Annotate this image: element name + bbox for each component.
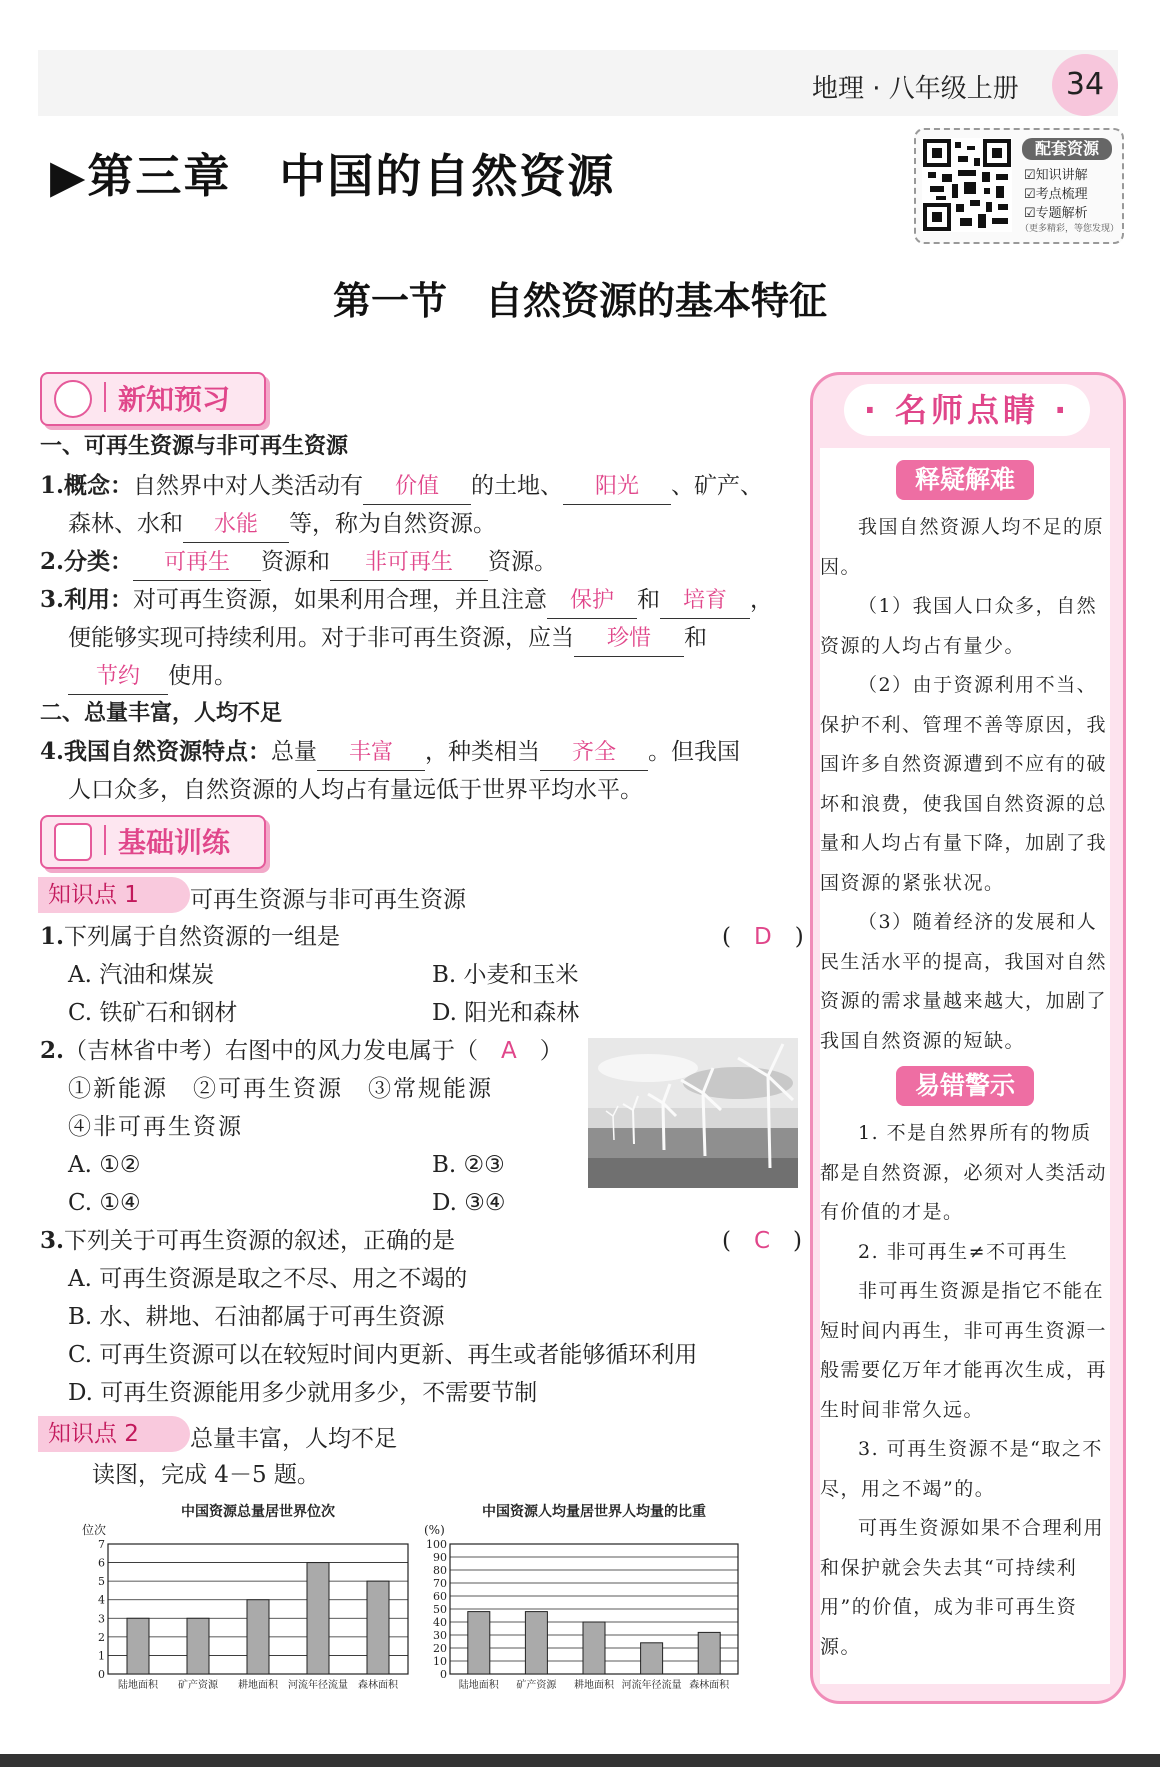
y-tick-label: 30	[433, 1629, 447, 1642]
y-tick-label: 50	[433, 1603, 447, 1616]
q3-answer: ( C )	[722, 1228, 803, 1254]
q1-option-c: C. 铁矿石和钢材	[68, 1000, 238, 1026]
answer-blank: 丰富	[317, 736, 425, 771]
graduation-cap-icon	[54, 380, 92, 418]
q3-option-c: C. 可再生资源可以在较短时间内更新、再生或者能够循环利用	[68, 1342, 698, 1368]
preview-q4-line1: 4.我国自然资源特点：总量 丰富 ，种类相当 齐全 。但我国	[40, 735, 740, 771]
page-number: 34	[1052, 54, 1118, 116]
y-tick-label: 0	[440, 1668, 447, 1681]
sidebar-clarify-text: 我国自然资源人均不足的原因。 （1）我国人口众多，自然资源的人均占有量少。 （2）由于资源利用不当、保护不利、管理不善等原因，我国许多自然资源遭到不应有的破坏和浪费，使我国自然资源的总量和人均占有量下降，加剧了我国资源的紧张状况。 （3）随着经济的发展和人民生活水平的提高，我国对自然资源的需求量越来越大，加剧了我国自然资源的短缺。	[820, 516, 1108, 1052]
x-tick-label: 陆地面积	[118, 1680, 158, 1691]
sidebar-subtitle-warning: 易错警示	[896, 1066, 1034, 1106]
resource-item[interactable]: ☑专题解析	[1024, 206, 1088, 221]
y-tick-label: 80	[433, 1564, 447, 1577]
sidebar-subtitle-clarify: 释疑解难	[896, 460, 1034, 500]
answer-blank: 价值	[363, 470, 471, 505]
y-tick-label: 1	[98, 1649, 105, 1663]
q2-options-line2: ④非可再生资源	[68, 1114, 243, 1140]
q3-option-b: B. 水、耕地、石油都属于可再生资源	[68, 1304, 445, 1330]
database-icon	[54, 823, 92, 861]
preview-heading-2: 二、总量丰富，人均不足	[40, 701, 283, 726]
bar	[525, 1612, 547, 1674]
training-tag-label: 基础训练	[118, 826, 231, 859]
bar	[468, 1612, 490, 1674]
chart-title: 中国资源人均量居世界人均量的比重	[482, 1504, 706, 1520]
x-tick-label: 河流年径流量	[288, 1680, 348, 1691]
qr-code-icon[interactable]	[922, 138, 1012, 232]
x-tick-label: 森林面积	[689, 1680, 730, 1691]
y-tick-label: 3	[98, 1612, 105, 1626]
answer-blank: 阳光	[563, 470, 671, 505]
reading-instruction: 读图，完成 4－5 题。	[92, 1462, 320, 1488]
y-tick-label: 10	[433, 1655, 447, 1668]
bar	[641, 1643, 663, 1674]
knowledge-point-1-title: 可再生资源与非可再生资源	[190, 887, 466, 913]
knowledge-point-2-label: 知识点 2	[38, 1416, 190, 1452]
q3-stem: 3.下列关于可再生资源的叙述，正确的是	[40, 1227, 456, 1254]
x-tick-label: 耕地面积	[238, 1680, 278, 1691]
y-tick-label: 0	[98, 1668, 105, 1681]
x-tick-label: 陆地面积	[458, 1680, 499, 1691]
teacher-tips-title: · 名师点睛 ·	[844, 384, 1090, 436]
x-tick-label: 矿产资源	[178, 1680, 218, 1691]
x-tick-label: 耕地面积	[574, 1680, 614, 1691]
subject-label: 地理 · 八年级上册	[812, 74, 1019, 104]
preview-q1-line1: 1.概念：自然界中对人类活动有 价值 的土地、 阳光 、矿产、	[40, 469, 763, 505]
preview-heading-1: 一、可再生资源与非可再生资源	[40, 434, 349, 459]
answer-blank: 水能	[183, 508, 289, 543]
tag-divider	[104, 825, 106, 855]
q1-option-b: B. 小麦和玉米	[432, 962, 579, 988]
answer-blank: 节约	[68, 660, 168, 695]
answer-blank: 可再生	[133, 546, 261, 581]
y-axis-label: (%)	[424, 1523, 445, 1537]
q2-option-d: D. ③④	[432, 1190, 506, 1216]
preview-q3-line2: 便能够实现可持续利用。对于非可再生资源，应当 珍惜 和	[68, 621, 707, 657]
q1-answer: ( D )	[722, 924, 804, 950]
resource-item[interactable]: ☑考点梳理	[1024, 187, 1088, 202]
bar	[247, 1600, 269, 1674]
preview-q4-line2: 人口众多，自然资源的人均占有量远低于世界平均水平。	[68, 777, 643, 803]
chart-per-capita-ratio	[418, 1496, 748, 1694]
y-tick-label: 100	[426, 1538, 447, 1551]
knowledge-point-2-title: 总量丰富，人均不足	[190, 1426, 397, 1452]
y-axis-label: 位次	[82, 1523, 107, 1537]
preview-q2: 2.分类： 可再生 资源和 非可再生 资源。	[40, 545, 557, 581]
bar	[367, 1581, 389, 1674]
x-tick-label: 矿产资源	[516, 1680, 557, 1691]
preview-q3-line1: 3.利用：对可再生资源，如果利用合理，并且注意 保护 和 培育 ，	[40, 583, 773, 619]
triangle-icon: ▶	[50, 149, 88, 203]
bar	[307, 1563, 329, 1674]
y-tick-label: 90	[433, 1551, 447, 1564]
x-tick-label: 河流年径流量	[621, 1680, 682, 1691]
chart-total-rank	[82, 1496, 426, 1694]
q3-option-d: D. 可再生资源能用多少就用多少，不需要节制	[68, 1380, 538, 1406]
answer-blank: 齐全	[540, 736, 648, 771]
y-tick-label: 20	[433, 1642, 447, 1655]
bar	[187, 1618, 209, 1674]
y-tick-label: 4	[98, 1593, 105, 1607]
knowledge-point-1-label: 知识点 1	[38, 877, 190, 913]
resources-title: 配套资源	[1022, 138, 1112, 160]
resources-note: （更多精彩，等您发现）	[1020, 224, 1120, 234]
q1-option-d: D. 阳光和森林	[432, 1000, 580, 1026]
q3-option-a: A. 可再生资源是取之不尽、用之不竭的	[68, 1266, 468, 1292]
bar	[127, 1618, 149, 1674]
y-tick-label: 60	[433, 1590, 447, 1603]
tag-divider	[104, 382, 106, 412]
y-tick-label: 2	[98, 1630, 105, 1644]
y-tick-label: 7	[98, 1538, 105, 1551]
y-tick-label: 6	[98, 1556, 105, 1570]
answer-blank: 非可再生	[330, 546, 488, 581]
q2-option-c: C. ①④	[68, 1190, 141, 1216]
resource-item[interactable]: ☑知识讲解	[1024, 168, 1088, 183]
bar	[698, 1632, 720, 1674]
answer-blank: 珍惜	[574, 622, 684, 657]
bottom-bar	[0, 1754, 1160, 1767]
y-tick-label: 40	[433, 1616, 447, 1629]
preview-q3-line3: 节约 使用。	[68, 659, 237, 695]
preview-tag-label: 新知预习	[118, 383, 231, 416]
q2-option-b: B. ②③	[432, 1152, 505, 1178]
x-tick-label: 森林面积	[358, 1680, 398, 1691]
answer-blank: 保护	[547, 584, 637, 619]
answer-blank: 培育	[660, 584, 750, 619]
sidebar-warning-text: 1. 不是自然界所有的物质都是自然资源，必须对人类活动有价值的才是。 2. 非可再生≠不可再生 非可再生资源是指它不能在短时间内再生，非可再生资源一般需要亿万年才能再次生成，再生时间非常久远。 3. 可再生资源不是“取之不尽，用之不竭”的。 可再生资源如果不合理利用和保护就会失去其“可持续利用”的价值，成为非可再生资源。	[820, 1122, 1108, 1658]
q2-stem: 2.（吉林省中考）右图中的风力发电属于（ A ）	[40, 1037, 563, 1064]
chart-title: 中国资源总量居世界位次	[181, 1504, 335, 1520]
chapter-title: ▶第三章 中国的自然资源	[50, 149, 616, 203]
q1-stem: 1.下列属于自然资源的一组是	[40, 923, 341, 950]
section-title: 第一节 自然资源的基本特征	[332, 278, 827, 323]
q1-option-a: A. 汽油和煤炭	[68, 962, 215, 988]
y-tick-label: 70	[433, 1577, 447, 1590]
q2-options-line1: ①新能源 ②可再生资源 ③常规能源	[68, 1076, 493, 1102]
wind-turbine-photo	[588, 1038, 798, 1188]
y-tick-label: 5	[98, 1575, 105, 1589]
preview-q1-line2: 森林、水和 水能 等，称为自然资源。	[68, 507, 496, 543]
q2-option-a: A. ①②	[68, 1152, 141, 1178]
bar	[583, 1622, 605, 1674]
